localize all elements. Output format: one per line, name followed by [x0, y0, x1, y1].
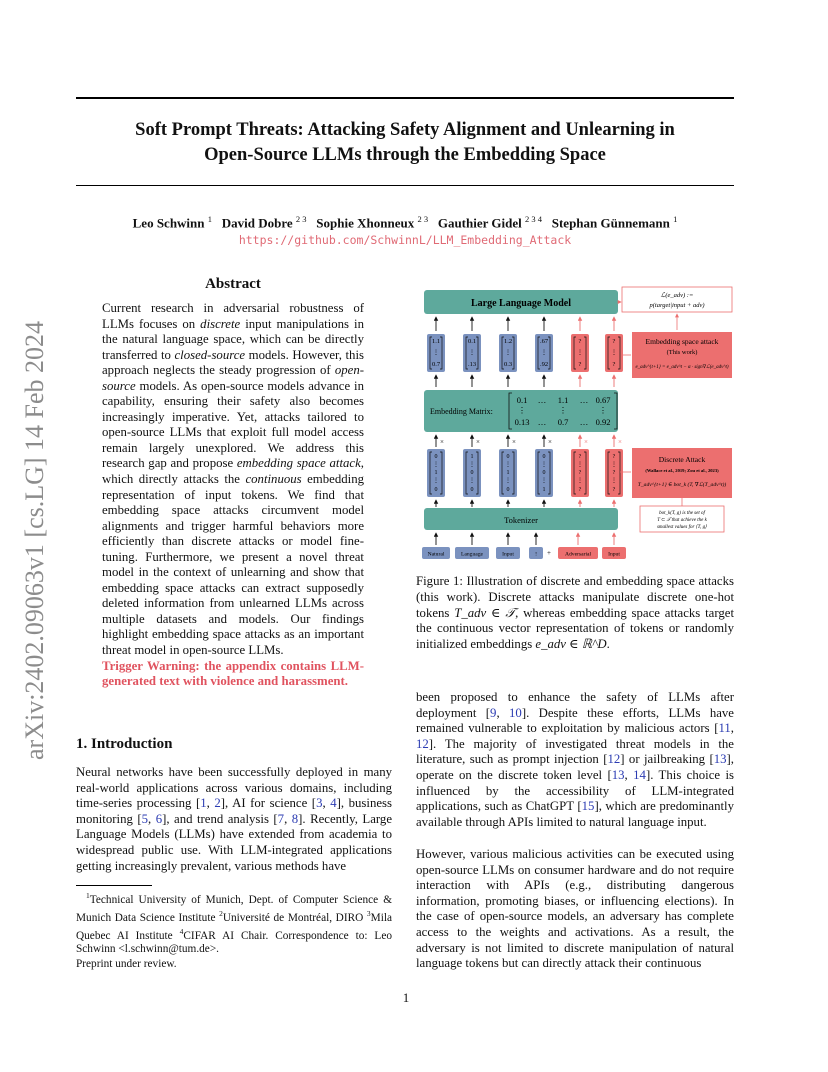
abstract-heading: Abstract	[205, 276, 261, 292]
matrix-value: …	[579, 395, 589, 405]
embedding-attack-title: Embedding space attack	[645, 337, 719, 346]
onehot-value: 1	[542, 487, 546, 493]
matrix-value: 0.92	[595, 417, 611, 427]
right-column-paragraph-2: However, various malicious activities can be executed using open-source LLMs on consumer hardware and do not require interaction with APIs (e.g., distributing dangerous information, promoting biases, or influencing elections). In the case of open-source models, an adversary has complete access to the weights and activations. As a result, the adversary is not limited to discrete manipulation of natural language tokens but can directly attack their continuous	[416, 847, 734, 971]
intro-text: ], business monitoring [	[76, 796, 392, 826]
abstract-emphasis: closed-source	[174, 347, 246, 362]
citation-link[interactable]: 12	[607, 752, 621, 767]
right-column-paragraph-1: been proposed to enhance the safety of LLMs after deployment [9, 10]. Despite these efforts, LLMs have remained vulnerable to exploitation by malicious actors [11, 12]. The majority of investigated threat models in the literature, such as prompt injection [12] or jailbreaking [13], operate on the discrete token level [13, 14]. This choice is influenced by the accessibility of LLM-integrated applications, such as ChatGPT [15], which are predominantly available through APIs limited to natural language input.	[416, 690, 735, 829]
author-affiliation: 1	[207, 214, 213, 224]
loss-definition: ℒ(e_adv) :=	[660, 292, 694, 299]
matrix-value: …	[537, 417, 547, 427]
token-label: Natural	[427, 551, 445, 558]
caption-text: Figure 1: Illustration of discrete and embedding space attacks (this work). Discrete attacks manipulate discrete one-hot tokens	[416, 574, 734, 620]
abstract-emphasis: open-source	[102, 363, 364, 393]
onehot-value: ?	[612, 487, 616, 493]
botk-note-line: bot_k(T, g) is the set of	[659, 511, 705, 516]
author-name: Stephan Günnemann	[551, 215, 670, 231]
vector-value: ?	[612, 361, 616, 368]
body-text: been proposed to enhance the safety of LLMs after deployment [	[416, 690, 734, 720]
body-text: ], operate on the discrete token level [	[416, 752, 735, 782]
loss-probability: p(target|input + adv)	[649, 302, 705, 309]
section-heading-introduction: 1. Introduction	[76, 736, 173, 752]
citation-link[interactable]: 11	[718, 721, 731, 736]
multiply-sign: ×	[618, 438, 622, 446]
vector-value: ⋮	[576, 349, 584, 356]
body-text: ] or jailbreaking [	[620, 752, 714, 767]
body-text: ]. The majority of investigated threat models in the literature, such as prompt injection [	[416, 736, 734, 767]
citation-link[interactable]: 9	[490, 705, 497, 720]
token-label: Language	[460, 551, 484, 558]
citation-link[interactable]: 13	[611, 767, 625, 782]
multiply-sign: ×	[584, 438, 588, 446]
discrete-attack-citation: (Wallace et al., 2019; Zou et al., 2023)	[645, 468, 719, 473]
caption-math: e_adv ∈ ℝ^D	[535, 637, 607, 652]
author-affiliation: 2 3	[295, 214, 307, 224]
onehot-value: ⋮	[469, 478, 475, 484]
citation-link[interactable]: 5	[141, 811, 149, 826]
preprint-note: Preprint under review.	[76, 958, 177, 970]
caption-text: , whereas embedding space attacks target the continuous vector representation of tokens or randomly initialized embeddings	[416, 605, 734, 652]
botk-note-line: T ⊂ 𝒯 that achieve the k	[657, 518, 707, 523]
token-label: !	[535, 551, 537, 558]
llm-label: Large Language Model	[471, 298, 571, 309]
onehot-vectors	[427, 449, 623, 507]
token-label: Adversarial	[564, 551, 592, 558]
body-text: ], which are predominantly available through APIs limited to natural language input.	[416, 799, 735, 829]
matrix-value: 0.13	[514, 417, 530, 427]
onehot-value: 0	[506, 454, 510, 460]
onehot-value: ⋮	[541, 478, 547, 484]
input-token-chips	[422, 547, 626, 559]
multiply-sign: ×	[548, 438, 552, 446]
vector-value: 0.3	[503, 361, 513, 368]
page-number: 1	[402, 990, 410, 1005]
trigger-warning: Trigger Warning: the appendix contains LLM-generated text with violence and harassment.	[102, 658, 364, 689]
body-text: ]. Despite these efforts, LLMs have remained vulnerable to exploitation by malicious actors [	[416, 705, 734, 736]
discrete-attack-update-rule: T_adv^{t+1} ∈ bot_k (T, ∇ℒ(T_adv^t))	[637, 482, 727, 488]
title-line-1: Soft Prompt Threats: Attacking Safety Alignment and Unlearning in	[135, 120, 675, 140]
introduction-paragraph: Neural networks have been successfully deployed in many real-world applications across various domains, including time-series processing [1, 2], AI for science [3, 4], business monitoring [5, 6], and trend analysis [7, 8]. Recently, Large Language Models (LLMs) have extended from academia to widespread public use. With LLM-integrated applications getting increasingly prevalent, various methods have	[76, 765, 392, 873]
citation-link[interactable]: 14	[633, 767, 646, 782]
body-text: ]. This choice is influenced by the accessibility of LLM-integrated applications, such as ChatGPT [	[416, 767, 734, 814]
onehot-value: 0	[470, 470, 474, 476]
botk-note-line: smallest values for ⟨T, g⟩	[656, 525, 708, 530]
matrix-value: …	[537, 395, 547, 405]
vector-value: .13	[467, 361, 477, 368]
embedding-attack-subtitle: (This work)	[666, 349, 698, 356]
onehot-value: ⋮	[469, 462, 475, 468]
token-label: Input	[608, 551, 620, 558]
citation-link[interactable]: 8	[291, 811, 299, 826]
abstract-text: models. As open-source models advance in capability, ensuring their safety also becomes increasingly imperative. Yet, attacks tailored to open-source LLMs that exploit full model access remain largely unexplored. We address this research gap and propose	[102, 378, 364, 471]
vector-value: ?	[578, 338, 582, 345]
caption-math: T_adv ∈ 𝒯	[454, 605, 516, 620]
onehot-value: ?	[578, 470, 582, 476]
onehot-value: 1	[470, 454, 474, 460]
onehot-value: 0	[542, 470, 546, 476]
intro-text: ]. Recently, Large Language Models (LLMs) have extended from academia to widespread public use. With LLM-integrated applications getting increasingly prevalent, various methods have	[76, 811, 392, 873]
author-affiliation: 1	[673, 214, 678, 224]
footnote-text: Université de Montréal, DIRO	[222, 911, 367, 924]
onehot-value: 0	[470, 487, 474, 493]
citation-link[interactable]: 6	[155, 811, 163, 826]
multiply-sign: ×	[440, 438, 444, 446]
title-line-2: Open-Source LLMs through the Embedding Space	[204, 145, 606, 165]
matrix-value: ⋮	[517, 405, 527, 415]
citation-link[interactable]: 1	[200, 796, 207, 811]
citation-link[interactable]: 2	[214, 796, 221, 811]
citation-link[interactable]: 4	[330, 796, 337, 811]
tokenizer-label: Tokenizer	[504, 515, 538, 525]
github-link[interactable]: https://github.com/SchwinnL/LLM_Embedding_Attack	[238, 233, 572, 247]
onehot-value: 0	[434, 487, 438, 493]
onehot-value: 0	[506, 487, 510, 493]
multiply-sign: ×	[476, 438, 480, 446]
affiliations-footnote: $^1$Technical University of Munich, Dept. of Computer Science & Munich Data Science Institute $^2$Université de Montréal, DIRO $^3$Mila Quebec AI Institute $^4$CIFAR AI Chair. Correspondence to: Leo Schwinn <l.schwinn@tum.de>.	[76, 891, 392, 956]
intro-text: ], and trend analysis [	[162, 811, 278, 826]
onehot-value: ⋮	[611, 478, 617, 484]
vector-value: 0.7	[431, 361, 441, 368]
abstract-emphasis: discrete	[200, 316, 241, 331]
onehot-value: ⋮	[611, 462, 617, 468]
onehot-value: ⋮	[541, 462, 547, 468]
token-label: Input	[502, 551, 514, 558]
caption-text: .	[606, 637, 610, 652]
onehot-value: 0	[434, 454, 438, 460]
arxiv-identifier-stamp: arXiv:2402.09063v1 [cs.LG] 14 Feb 2024	[20, 320, 49, 760]
vector-value: ⋮	[468, 349, 476, 356]
abstract-emphasis: continuous	[245, 472, 302, 487]
vector-value: 0.1	[467, 338, 477, 345]
citation-link[interactable]: 12	[416, 736, 429, 751]
vector-value: ⋮	[610, 349, 618, 356]
author-name: Sophie Xhonneux	[316, 215, 415, 231]
figure-1-diagram	[418, 282, 736, 564]
author-name: David Dobre	[221, 215, 293, 231]
intro-text: ], AI for science [	[220, 796, 317, 811]
onehot-value: ⋮	[505, 462, 511, 468]
matrix-value: ⋮	[598, 405, 608, 415]
onehot-value: ⋮	[505, 478, 511, 484]
embedding-matrix-label: Embedding Matrix:	[430, 407, 493, 416]
abstract-emphasis: embedding space attack	[236, 456, 361, 471]
onehot-value: 1	[506, 470, 510, 476]
title-bottom-rule	[76, 185, 734, 186]
figure-1-caption	[416, 574, 734, 653]
token-arrows	[436, 533, 614, 545]
vector-value: .67	[539, 338, 549, 345]
onehot-value: ?	[612, 470, 616, 476]
onehot-value: 1	[434, 470, 438, 476]
vector-value: ⋮	[504, 349, 512, 356]
matrix-value: ⋮	[558, 405, 568, 415]
citation-link[interactable]: 7	[277, 811, 285, 826]
onehot-value: ⋮	[433, 462, 439, 468]
onehot-value: ?	[578, 487, 582, 493]
onehot-value: 0	[542, 454, 546, 460]
onehot-arrows	[436, 435, 622, 447]
abstract-text: input manipulations in the natural language space, which can be directly transferred to	[102, 316, 364, 362]
matrix-value: …	[579, 417, 589, 427]
citation-link[interactable]: 15	[581, 799, 595, 814]
vector-value: ⋮	[432, 349, 440, 356]
vector-value: 1.1	[431, 338, 441, 345]
matrix-value: 0.1	[516, 395, 528, 405]
abstract-body	[102, 301, 364, 690]
footnote-text: CIFAR AI Chair. Correspondence to: Leo Schwinn <l.schwinn@tum.de>.	[76, 929, 392, 956]
vector-value: .92	[539, 361, 549, 368]
author-name: Gauthier Gidel	[437, 215, 522, 231]
multiply-sign: ×	[512, 438, 516, 446]
matrix-value: 0.7	[557, 417, 569, 427]
vector-value: 1.2	[503, 338, 513, 345]
onehot-value: ?	[612, 454, 616, 460]
vector-value: ?	[578, 361, 582, 368]
author-affiliation: 2 3	[417, 214, 429, 224]
footnote-text: Mila Quebec AI Institute	[76, 911, 392, 942]
discrete-attack-title: Discrete Attack	[658, 455, 706, 464]
citation-link[interactable]: 3	[316, 796, 323, 811]
embedding-vectors	[427, 334, 623, 372]
onehot-value: ⋮	[577, 462, 583, 468]
matrix-value: 1.1	[557, 395, 569, 405]
abstract-text: Current research in adversarial robustness of LLMs focuses on	[102, 301, 364, 331]
title-top-rule	[76, 97, 734, 99]
footnote-rule	[76, 885, 152, 886]
vector-value: ⋮	[540, 349, 548, 356]
author-list	[76, 214, 734, 231]
abstract-text: , which directly attacks the	[102, 456, 364, 487]
embedding-attack-update-rule: e_adv^{t+1} = e_adv^t − α · sign∇ℒ(e_adv^t)	[635, 365, 729, 370]
author-affiliation: 2 3 4	[524, 214, 542, 224]
plus-sign: +	[547, 549, 551, 557]
citation-link[interactable]: 13	[713, 752, 727, 767]
onehot-value: ⋮	[577, 478, 583, 484]
onehot-value: ?	[578, 454, 582, 460]
vector-value: ?	[612, 338, 616, 345]
abstract-text: models. However, this approach neglects the steady progression of	[102, 347, 364, 378]
onehot-value: ⋮	[433, 478, 439, 484]
author-name: Leo Schwinn	[132, 215, 205, 231]
abstract-text: embedding representation of input tokens. We find that embedding space attacks circumvent model alignments and trigger harmful behaviors more efficiently than discrete attacks or model fine-tuning. Furthermore, we present a novel threat model in the context of unlearning and show that embedding space attacks can extract supposedly deleted information from unlearned LLMs across multiple datasets and models. Our findings highlight embedding space attacks as an important threat model in open-source LLMs.	[102, 472, 364, 658]
intro-text: Neural networks have been successfully deployed in many real-world applications across various domains, including time-series processing [	[76, 765, 392, 811]
citation-link[interactable]: 10	[509, 705, 522, 720]
paper-title	[76, 118, 734, 168]
matrix-value: 0.67	[595, 395, 611, 405]
footnote-text: Technical University of Munich, Dept. of Computer Science & Munich Data Science Institute	[76, 893, 392, 924]
